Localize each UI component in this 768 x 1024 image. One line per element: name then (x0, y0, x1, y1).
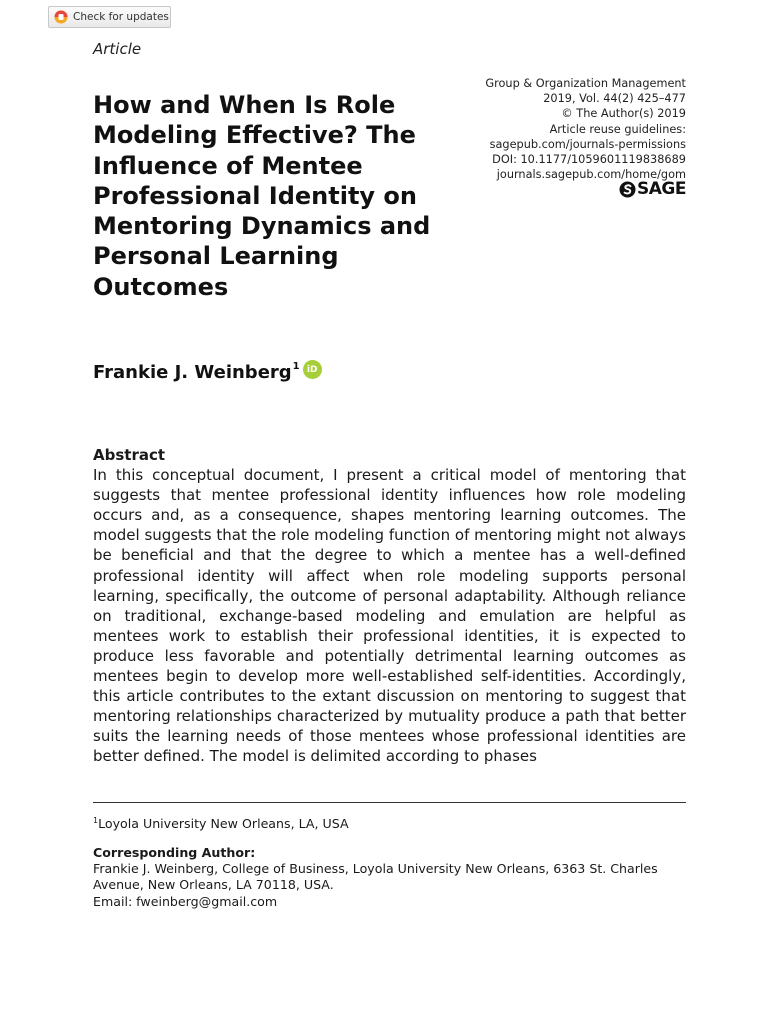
author-name: Frankie J. Weinberg (93, 362, 292, 383)
corresponding-author-heading: Corresponding Author: (93, 844, 256, 860)
affiliation-text: Loyola University New Orleans, LA, USA (98, 816, 349, 832)
footnote-divider (93, 802, 686, 803)
affiliation-footnote-mark: 1 (93, 816, 99, 825)
sage-logo (619, 179, 686, 199)
sage-swirl-icon (619, 181, 636, 198)
author-affiliation-mark: 1 (292, 361, 300, 372)
article-title: How and When Is Role Modeling Effective? The Influence of Mentee Professional Identity on Mentoring Dynamics and Personal Learning Outcomes (93, 91, 431, 301)
journal-doi-link[interactable]: DOI: 10.1177/1059601119838689 (492, 153, 686, 167)
corresponding-address-line-1: Frankie J. Weinberg, College of Business, Loyola University New Orleans, 6363 St. Charles (93, 861, 658, 876)
orcid-icon[interactable]: iD (303, 360, 322, 379)
journal-name: Group & Organization Management (485, 77, 686, 90)
journal-copyright: © The Author(s) 2019 (561, 107, 686, 121)
author-line (93, 362, 322, 383)
sage-wordmark: SAGE (637, 179, 686, 199)
abstract-body: In this conceptual document, I present a critical model of mentoring that suggests that mentee professional identity influences how role modeling occurs and, as a consequence, shapes mentoring learning outcomes. The model suggests that the role modeling function of mentoring might not always be beneficial and that the degree to which a mentee has a well-defined professional identity will affect when role modeling supports personal learning, specifically, the outcome of personal adaptability. Although reliance on traditional, exchange-based modeling and emulation are helpful as mentees work to establish their professional identities, it is expected to produce less favorable and potentially detrimental learning outcomes as mentees begin to develop more well-established self-identities. Accordingly, this article contributes to the extant discussion on mentoring to suggest that mentoring relationships characterized by mutuality produce a path that better suits the learning needs of those mentees whose professional identities are better defined. The model is delimited according to phases (93, 466, 686, 766)
corresponding-address-line-2: Avenue, New Orleans, LA 70118, USA. (93, 877, 334, 893)
abstract-section (93, 445, 686, 767)
journal-permissions-link[interactable]: sagepub.com/journals-permissions (489, 137, 686, 151)
article-type-label: Article (93, 40, 142, 58)
journal-home-link[interactable]: journals.sagepub.com/home/gom (496, 168, 686, 182)
journal-volume: 2019, Vol. 44(2) 425–477 (543, 92, 686, 106)
footnotes (93, 813, 686, 910)
journal-reuse-heading: Article reuse guidelines: (549, 122, 686, 136)
abstract-heading: Abstract (93, 446, 166, 464)
check-for-updates-button[interactable] (48, 6, 171, 28)
corresponding-email[interactable]: Email: fweinberg@gmail.com (93, 893, 278, 909)
check-for-updates-label: Check for updates (73, 11, 169, 23)
journal-info (485, 76, 686, 182)
affiliation-footnote (93, 813, 686, 833)
check-for-updates-icon (54, 10, 68, 24)
